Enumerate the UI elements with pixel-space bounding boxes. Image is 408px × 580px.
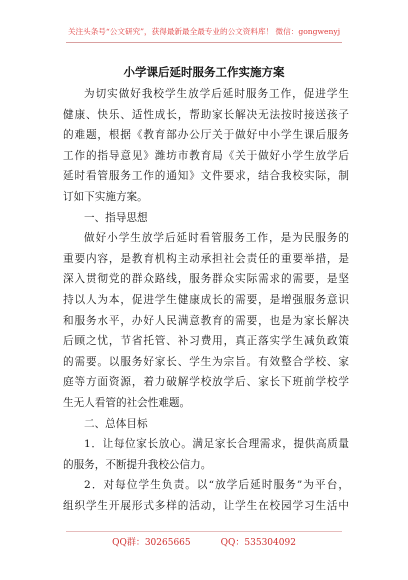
body-line: 1．让每位家长放心。满足家长合理需求，提供高质量 <box>84 438 349 451</box>
body-line: 生无人看管的社会性难题。 <box>63 396 191 409</box>
body-line: 工作的指导意见》潍坊市教育局《关于做好小学生放学后 <box>63 149 349 162</box>
body-line: 持以人为本，促进学生健康成长的需要，是增强服务意识 <box>63 293 349 306</box>
body-line: 组织学生开展形式多样的活动，让学生在校园学习生活中 <box>63 499 349 512</box>
footer-qq-group: QQ群：30265665 <box>112 538 191 548</box>
page-header-banner: 关注头条号“公文研究”，获得最新最全最专业的公文资料库！ 微信：gongwenyj <box>67 27 341 36</box>
body-line: 健康、快乐、适性成长，帮助家长解决无法按时接送孩子 <box>63 108 349 121</box>
page-footer <box>0 535 408 548</box>
footer-qq-number: QQ：535304092 <box>220 538 296 548</box>
document-title: 小学课后延时服务工作实施方案 <box>123 65 285 79</box>
body-line: 的难题，根据《教育部办公厅关于做好中小学生课后服务 <box>63 129 349 142</box>
footer-divider <box>66 531 342 532</box>
body-line: 后顾之忧，节省托管、补习费用，真正落实学生减负政策 <box>63 335 349 348</box>
document-body <box>63 84 349 516</box>
body-line: 的服务，不断提升我校公信力。 <box>63 458 212 471</box>
body-line: 为切实做好我校学生放学后延时服务工作，促进学生 <box>84 88 349 100</box>
body-line: 二、总体目标 <box>84 417 148 430</box>
body-line: 做好小学生放学后延时看管服务工作，是为民服务的 <box>84 232 349 245</box>
body-line: 的需要。以服务好家长、学生为宗旨。有效整合学校、家 <box>63 355 349 368</box>
body-line: 和服务水平，办好人民满意教育的需要，也是为家长解决 <box>63 314 349 327</box>
body-line: 一、指导思想 <box>84 211 148 224</box>
body-line: 延时看管服务工作的通知》文件要求，结合我校实际，制 <box>63 170 349 183</box>
header-divider <box>66 42 342 43</box>
body-line: 深入贯彻党的群众路线，服务群众实际需求的需要，是坚 <box>63 273 349 286</box>
body-line: 订如下实施方案。 <box>63 190 148 203</box>
body-line: 庭等方面资源，着力破解学校放学后、家长下班前学校学 <box>63 376 349 389</box>
body-line: 重要内容，是教育机构主动承担社会责任的重要举措，是 <box>63 252 349 265</box>
body-line: 2．对每位学生负责。以“放学后延时服务”为平台， <box>84 479 349 492</box>
